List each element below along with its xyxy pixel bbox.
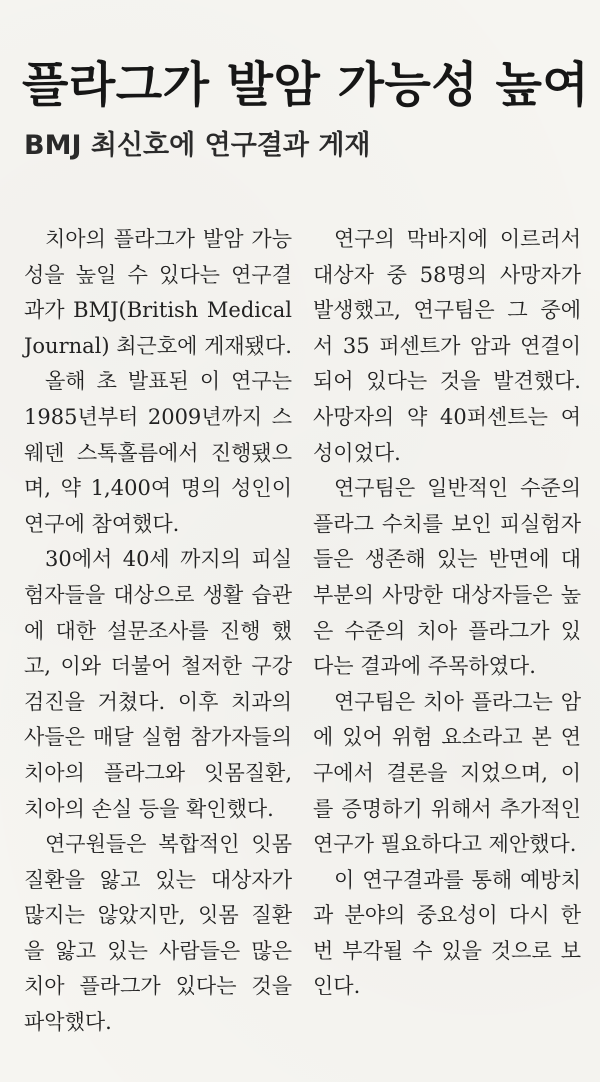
article-column-left (24, 222, 292, 1041)
paragraph: 연구의 막바지에 이르러서 대상자 중 58명의 사망자가 발생했고, 연구팀은 그 중에서 35 퍼센트가 암과 연결이 되어 있다는 것을 발견했다. 사망자의 약 40퍼센트는 여성이었다. (313, 227, 581, 465)
paragraph: 올해 초 발표된 이 연구는 1985년부터 2009년까지 스웨덴 스톡홀름에서 진행됐으며, 약 1,400여 명의 성인이 연구에 참여했다. (24, 369, 292, 536)
article-column-right (313, 222, 581, 1005)
paragraph: 연구팀은 일반적인 수준의 플라그 수치를 보인 피실험자들은 생존해 있는 반면에 대부분의 사망한 대상자들은 높은 수준의 치아 플라그가 있다는 결과에 주목하였다. (313, 476, 581, 679)
paragraph: 30에서 40세 까지의 피실험자들을 대상으로 생활 습관에 대한 설문조사를 진행 했고, 이와 더불어 철저한 구강검진을 거쳤다. 이후 치과의사들은 매달 실험 참가자들의 치아의 플라그와 잇몸질환, 치아의 손실 등을 확인했다. (24, 547, 292, 821)
subheadline: BMJ 최신호에 연구결과 게재 (24, 130, 371, 162)
headline: 플라그가 발암 가능성 높여 (22, 57, 590, 114)
paragraph: 치아의 플라그가 발암 가능성을 높일 수 있다는 연구결과가 BMJ(British Medical Journal) 최근호에 게재됐다. (24, 227, 292, 358)
paragraph: 이 연구결과를 통해 예방치과 분야의 중요성이 다시 한 번 부각될 수 있을 것으로 보인다. (313, 867, 581, 999)
paragraph: 연구팀은 치아 플라그는 암에 있어 위험 요소라고 본 연구에서 결론을 지었으며, 이를 증명하기 위해서 추가적인 연구가 필요하다고 제안했다. (313, 689, 581, 857)
paragraph: 연구원들은 복합적인 잇몸질환을 앓고 있는 대상자가 많지는 않았지만, 잇몸 질환을 앓고 있는 사람들은 많은 치아 플라그가 있다는 것을 파악했다. (24, 832, 292, 1035)
